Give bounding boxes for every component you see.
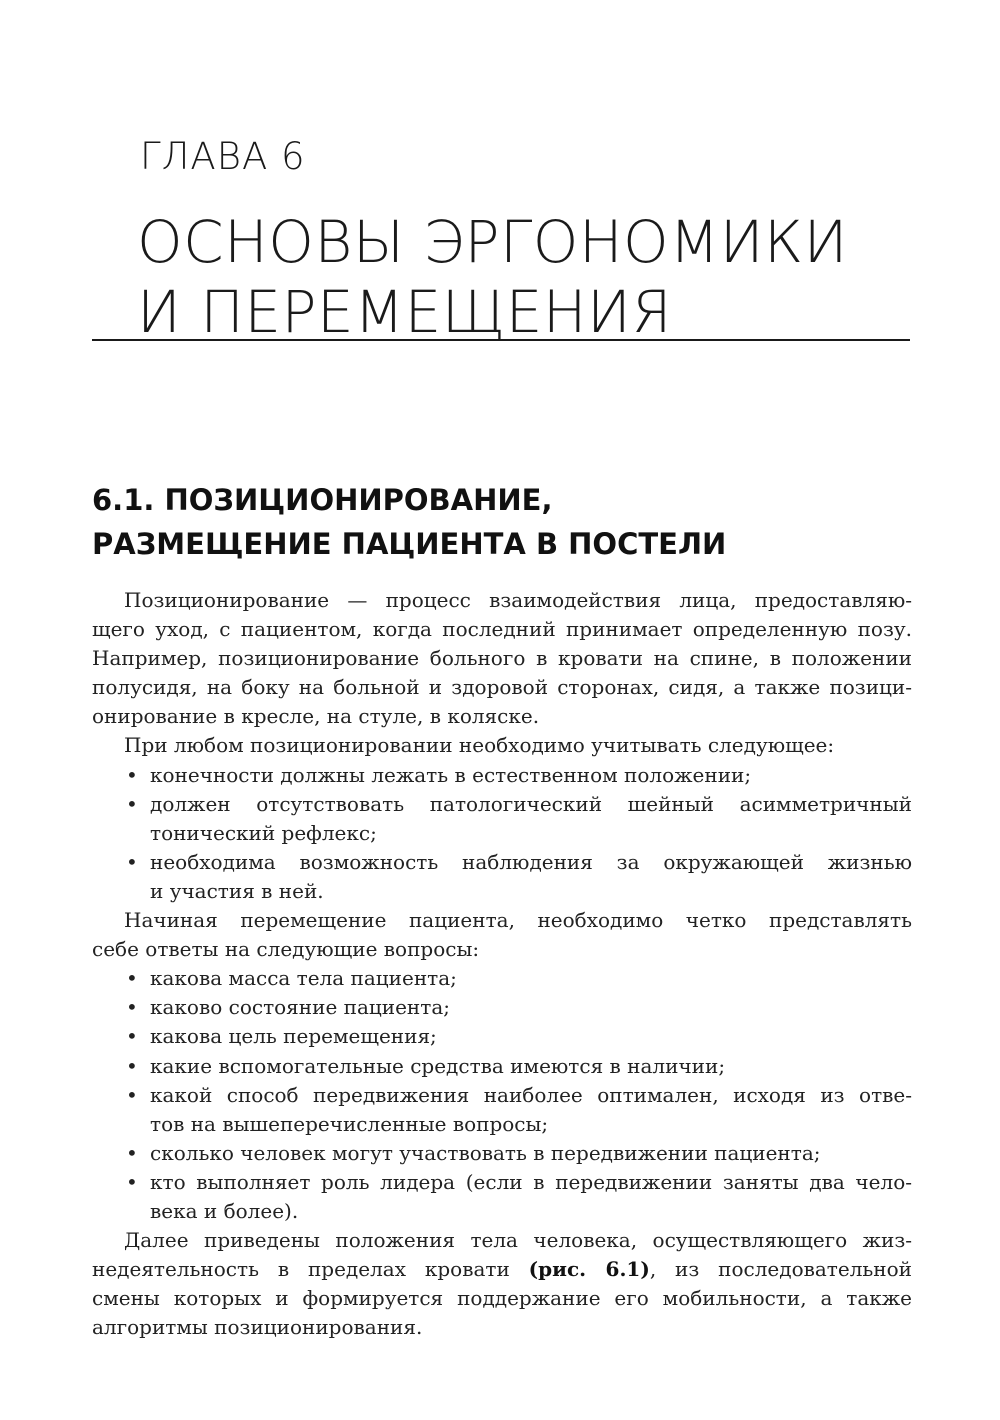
bullet-icon: • bbox=[126, 762, 138, 787]
paragraph bbox=[92, 1226, 912, 1342]
bullet-icon: • bbox=[126, 1140, 138, 1165]
section-title-line: РАЗМЕЩЕНИЕ ПАЦИЕНТА В ПОСТЕЛИ bbox=[92, 527, 727, 561]
bullet-icon: • bbox=[126, 966, 138, 991]
list-item-text: какова цель перемещения; bbox=[150, 1024, 437, 1049]
list-item-text: каково состояние пациента; bbox=[150, 995, 450, 1020]
list-item-text: тонический рефлекс; bbox=[150, 820, 377, 845]
chapter-label: ГЛАВА 6 bbox=[140, 135, 306, 178]
list-item-text: конечности должны лежать в естественном положении; bbox=[150, 762, 752, 787]
list-item-text: какой способ передвижения наиболее оптимален, исходя из отве- bbox=[150, 1082, 912, 1107]
list-item bbox=[92, 1022, 912, 1051]
list-item-text: сколько человек могут участвовать в передвижении пациента; bbox=[150, 1140, 821, 1165]
list-item-text: должен отсутствовать патологический шейный асимметричный bbox=[150, 791, 912, 816]
text-line: щего уход, с пациентом, когда последний принимает определенную позу. bbox=[92, 617, 912, 642]
figure-reference[interactable]: (рис. 6.1) bbox=[528, 1257, 650, 1282]
bullet-icon: • bbox=[126, 849, 138, 874]
bullet-icon: • bbox=[126, 1082, 138, 1107]
list-item bbox=[92, 1081, 912, 1139]
text-line: Далее приведены положения тела человека, осуществляющего жиз- bbox=[124, 1228, 912, 1253]
list-item bbox=[92, 790, 912, 848]
bullet-list bbox=[92, 761, 912, 906]
chapter-title-line: И ПЕРЕМЕЩЕНИЯ bbox=[137, 278, 673, 346]
list-item bbox=[92, 993, 912, 1022]
text-segment: , из последовательной bbox=[649, 1257, 912, 1282]
list-item-text: необходима возможность наблюдения за окружающей жизнью bbox=[150, 849, 912, 874]
list-item bbox=[92, 964, 912, 993]
list-item-text: какова масса тела пациента; bbox=[150, 966, 457, 991]
chapter-title bbox=[137, 207, 937, 347]
text-line: онирование в кресле, на стуле, в коляске. bbox=[92, 704, 540, 729]
bullet-icon: • bbox=[126, 1024, 138, 1049]
list-item-text: какие вспомогательные средства имеются в наличии; bbox=[150, 1053, 726, 1078]
text-line: Начиная перемещение пациента, необходимо четко представлять bbox=[124, 908, 912, 933]
paragraph: При любом позиционировании необходимо учитывать следующее: bbox=[124, 733, 835, 758]
body-text bbox=[92, 586, 912, 1342]
text-line: себе ответы на следующие вопросы: bbox=[92, 937, 480, 962]
text-line bbox=[92, 1255, 912, 1284]
list-item bbox=[92, 1052, 912, 1081]
text-line: Позиционирование — процесс взаимодействия лица, предоставляю- bbox=[124, 588, 912, 612]
list-item-text: тов на вышеперечисленные вопросы; bbox=[150, 1111, 549, 1136]
list-item-text: кто выполняет роль лидера (если в передвижении заняты два чело- bbox=[150, 1169, 912, 1194]
text-line: алгоритмы позиционирования. bbox=[92, 1315, 423, 1340]
paragraph bbox=[92, 586, 912, 731]
bullet-icon: • bbox=[126, 995, 138, 1020]
section-title bbox=[92, 478, 912, 566]
chapter-title-line: ОСНОВЫ ЭРГОНОМИКИ bbox=[137, 208, 848, 276]
list-item-text: века и более). bbox=[150, 1198, 299, 1223]
bullet-list bbox=[92, 964, 912, 1226]
list-item-text: и участия в ней. bbox=[150, 878, 324, 903]
list-item bbox=[92, 1168, 912, 1226]
chapter-divider bbox=[92, 339, 910, 341]
text-segment: недеятельность в пределах кровати bbox=[92, 1257, 510, 1282]
list-item bbox=[92, 848, 912, 906]
list-item bbox=[92, 1139, 912, 1168]
text-line: смены которых и формируется поддержание его мобильности, а также bbox=[92, 1286, 912, 1311]
section-title-line: 6.1. ПОЗИЦИОНИРОВАНИЕ, bbox=[92, 483, 553, 517]
text-line: Например, позиционирование больного в кровати на спине, в положении bbox=[92, 646, 912, 671]
paragraph bbox=[92, 906, 912, 964]
bullet-icon: • bbox=[126, 1053, 138, 1078]
bullet-icon: • bbox=[126, 1169, 138, 1194]
list-item bbox=[92, 761, 912, 790]
text-line: полусидя, на боку на больной и здоровой сторонах, сидя, а также позици- bbox=[92, 675, 912, 700]
bullet-icon: • bbox=[126, 791, 138, 816]
